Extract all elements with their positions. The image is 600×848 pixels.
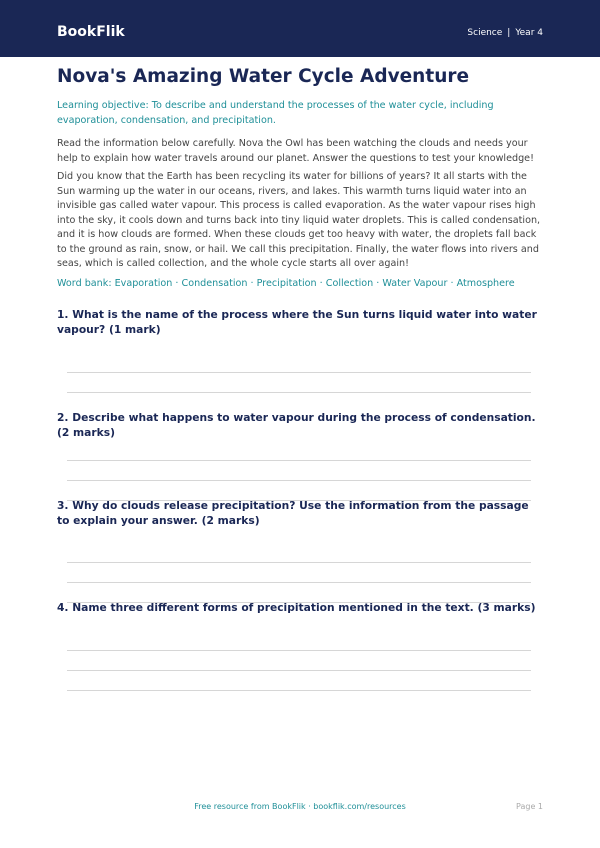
subject-label: Science <box>467 28 503 38</box>
question-3: 3. Why do clouds release precipitation? Use the information from the passage to explain your answer. (2 marks) <box>57 499 529 527</box>
footer-text: Free resource from BookFlik · bookflik.com/resources <box>194 802 406 811</box>
meta-separator: | <box>507 28 511 38</box>
page-number: Page 1 <box>516 802 543 811</box>
worksheet-title: Nova's Amazing Water Cycle Adventure <box>57 66 470 87</box>
brand-logo: BookFlik <box>57 24 125 40</box>
answer-line[interactable] <box>67 670 531 671</box>
intro-paragraph: Read the information below carefully. Nova the Owl has been watching the clouds and needs your help to explain how water travels around our planet. Answer the questions to test your knowledge! <box>57 138 534 164</box>
answer-line[interactable] <box>67 582 531 583</box>
answer-line[interactable] <box>67 562 531 563</box>
learning-objective: Learning objective: To describe and understand the processes of the water cycle, including evaporation, condensation, and precipitation. <box>57 100 494 126</box>
answer-line[interactable] <box>67 372 531 373</box>
answer-line[interactable] <box>67 460 531 461</box>
page-header <box>0 0 600 57</box>
answer-line[interactable] <box>67 392 531 393</box>
question-1: 1. What is the name of the process where the Sun turns liquid water into water vapour? (1 mark) <box>57 308 537 336</box>
answer-line[interactable] <box>67 690 531 691</box>
subject-year-label <box>467 27 543 39</box>
word-bank: Word bank: Evaporation · Condensation · Precipitation · Collection · Water Vapour · Atmosphere <box>57 278 515 289</box>
reading-passage: Did you know that the Earth has been recycling its water for billions of years? It all starts with the Sun warming up the water in our oceans, rivers, and lakes. This warmth turns liquid water into an invisible gas called water vapour. This process is called evaporation. As the water vapour rises high into the sky, it cools down and turns back into tiny liquid water droplets. This is called condensation, and it is how clouds are formed. When these clouds get too heavy with water, the droplets fall back to the ground as rain, snow, or hail. We call this precipitation. Finally, the water flows into rivers and seas, which is called collection, and the whole cycle starts all over again! <box>57 171 541 269</box>
answer-line[interactable] <box>67 650 531 651</box>
answer-line[interactable] <box>67 480 531 481</box>
question-4: 4. Name three different forms of precipitation mentioned in the text. (3 marks) <box>57 601 536 614</box>
question-2: 2. Describe what happens to water vapour during the process of condensation. (2 marks) <box>57 411 536 439</box>
year-label: Year 4 <box>515 28 543 38</box>
